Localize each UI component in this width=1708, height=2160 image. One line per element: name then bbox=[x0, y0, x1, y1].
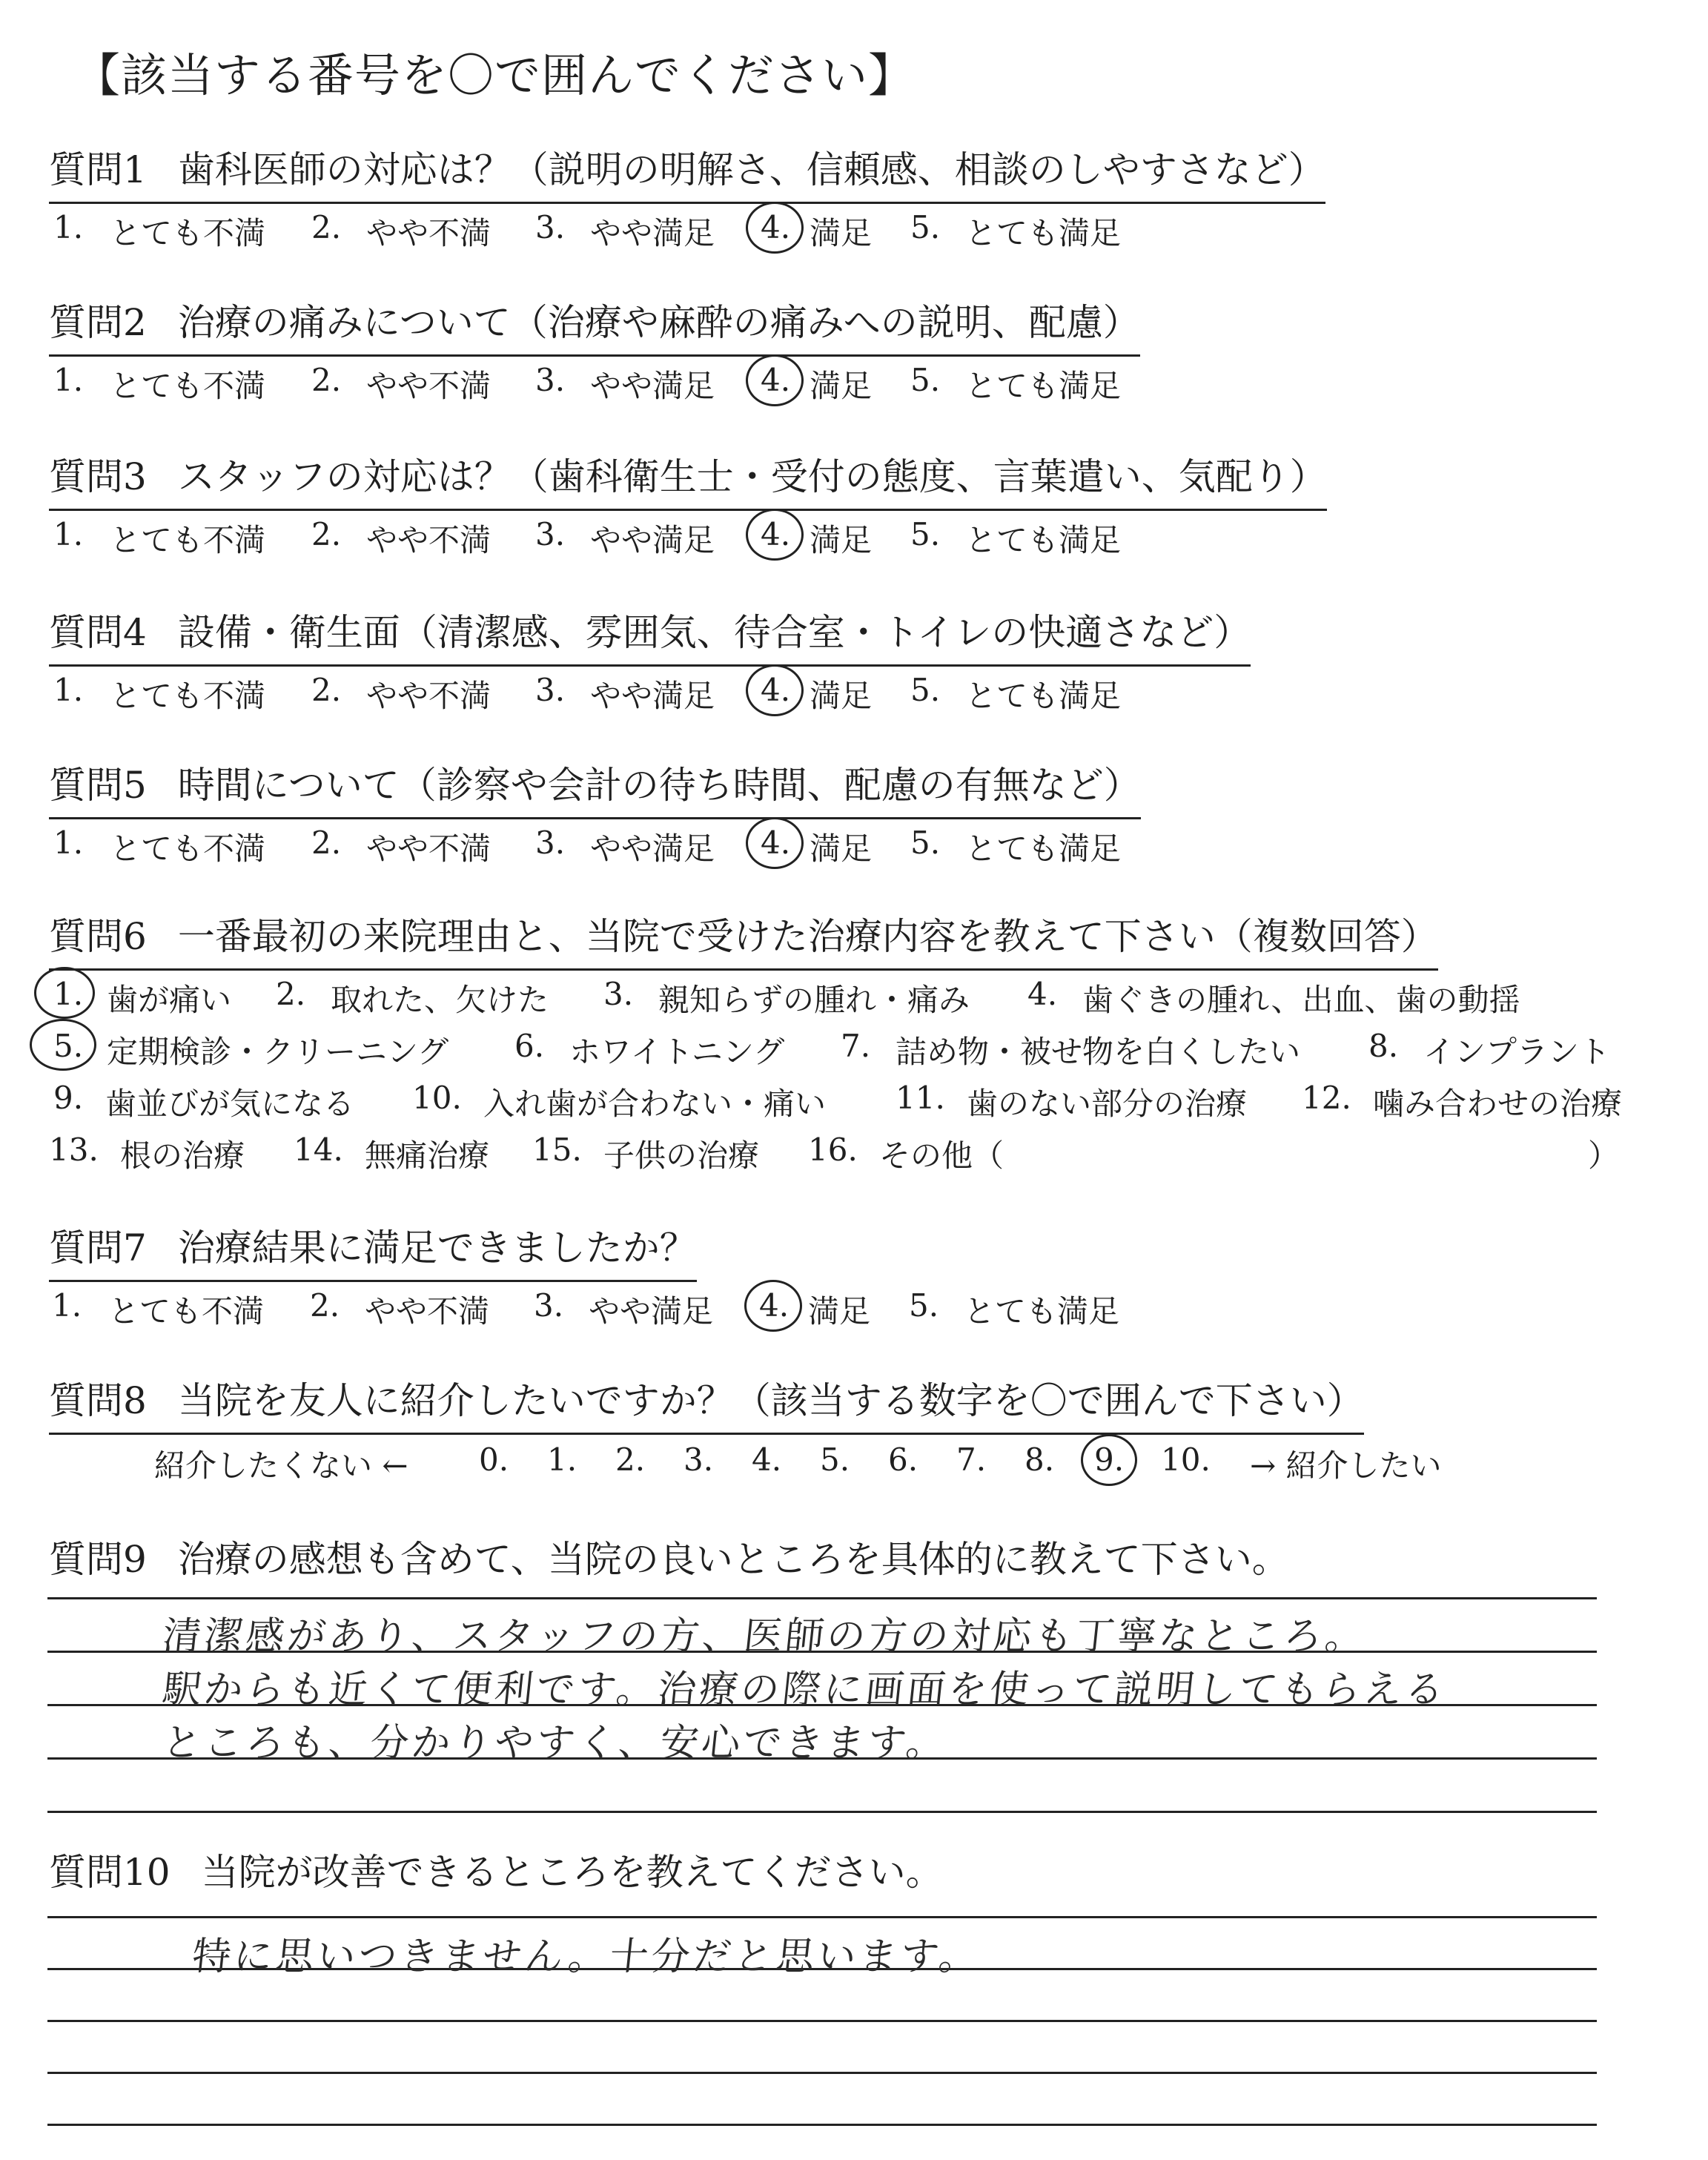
question-text: 治療結果に満足できましたか？ bbox=[177, 1226, 697, 1269]
answer-line bbox=[47, 1597, 1597, 1599]
question-title bbox=[49, 142, 1325, 204]
option-num[interactable]: 5. bbox=[910, 362, 941, 398]
option-label: やや不満 bbox=[365, 1293, 490, 1330]
option-label: 親知らずの腫れ・痛み bbox=[658, 982, 970, 1018]
selection-circle bbox=[746, 202, 804, 254]
option-num[interactable]: 2. bbox=[311, 362, 342, 398]
option-num[interactable]: 4. bbox=[1027, 976, 1058, 1012]
option-num[interactable]: 12. bbox=[1302, 1080, 1351, 1116]
option-num[interactable]: 5. bbox=[909, 1287, 939, 1324]
other-label: その他（ bbox=[879, 1137, 1004, 1174]
scale-option[interactable]: 1. bbox=[547, 1441, 577, 1478]
option-label: 子供の治療 bbox=[603, 1137, 760, 1174]
question-number: 質問3 bbox=[49, 455, 147, 498]
option-label: やや満足 bbox=[590, 215, 715, 251]
question-text: スタッフの対応は？（歯科衛生士・受付の態度、言葉遣い、気配り） bbox=[177, 455, 1327, 498]
scale-option[interactable]: 6. bbox=[888, 1441, 918, 1478]
option-label: とても不満 bbox=[108, 1293, 265, 1330]
option-label: やや満足 bbox=[590, 368, 715, 404]
option-num[interactable]: 14. bbox=[294, 1132, 343, 1168]
option-num-selected[interactable]: 4. bbox=[761, 672, 791, 708]
question-number: 質問9 bbox=[49, 1538, 147, 1581]
selection-circle bbox=[1081, 1434, 1137, 1486]
other-close-paren: ） bbox=[1588, 1137, 1620, 1174]
option-num[interactable]: 8. bbox=[1368, 1028, 1399, 1064]
option-num[interactable]: 1. bbox=[53, 362, 84, 398]
question-number: 質問6 bbox=[49, 915, 147, 958]
handwritten-answer: 特に思いつきません。十分だと思います。 bbox=[190, 1935, 983, 1979]
handwritten-answer: ところも、分かりやすく、安心できます。 bbox=[160, 1721, 950, 1766]
question-title bbox=[49, 758, 1141, 819]
question-5 bbox=[49, 758, 1141, 867]
question-1 bbox=[49, 142, 1325, 251]
option-num[interactable]: 1. bbox=[53, 209, 84, 245]
question-text: 治療の感想も含めて、当院の良いところを具体的に教えて下さい。 bbox=[177, 1538, 1289, 1581]
option-label: 無痛治療 bbox=[365, 1137, 490, 1174]
option-label: 歯並びが気になる bbox=[105, 1086, 355, 1122]
option-num[interactable]: 1. bbox=[53, 672, 84, 708]
option-label: やや満足 bbox=[590, 830, 715, 867]
option-num[interactable]: 1. bbox=[53, 825, 84, 861]
scale-option[interactable]: 8. bbox=[1025, 1441, 1055, 1478]
option-num[interactable]: 3. bbox=[534, 1287, 564, 1324]
answer-line bbox=[47, 2072, 1597, 2074]
option-num[interactable]: 6. bbox=[514, 1028, 545, 1064]
question-text: 当院が改善できるところを教えてください。 bbox=[201, 1851, 943, 1894]
option-num[interactable]: 9. bbox=[53, 1080, 84, 1116]
page-title: 【該当する番号を〇で囲んでください】 bbox=[74, 48, 916, 102]
option-label: とても不満 bbox=[110, 678, 266, 714]
question-title bbox=[49, 449, 1327, 511]
answer-line bbox=[47, 2020, 1597, 2022]
option-label: 歯ぐきの腫れ、出血、歯の動揺 bbox=[1082, 982, 1520, 1018]
option-num[interactable]: 11. bbox=[896, 1080, 945, 1116]
option-num[interactable]: 2. bbox=[311, 672, 342, 708]
selection-circle bbox=[744, 1280, 802, 1332]
question-number: 質問7 bbox=[49, 1226, 147, 1269]
option-num[interactable]: 5. bbox=[910, 516, 941, 552]
question-text: 治療の痛みについて（治療や麻酔の痛みへの説明、配慮） bbox=[177, 301, 1140, 344]
option-num-selected[interactable]: 4. bbox=[761, 825, 791, 861]
option-num-selected[interactable]: 4. bbox=[761, 516, 791, 552]
question-number: 質問4 bbox=[49, 611, 147, 654]
scale-option[interactable]: 2. bbox=[615, 1441, 646, 1478]
question-10 bbox=[49, 1845, 943, 1900]
option-num[interactable]: 1. bbox=[52, 1287, 82, 1324]
answer-line bbox=[47, 1811, 1597, 1813]
option-num[interactable]: 2. bbox=[276, 976, 306, 1012]
option-num[interactable]: 5. bbox=[910, 825, 941, 861]
option-num[interactable]: 5. bbox=[910, 209, 941, 245]
question-text: 時間について（診察や会計の待ち時間、配慮の有無など） bbox=[177, 764, 1141, 807]
question-title bbox=[49, 605, 1251, 667]
answer-line bbox=[47, 1916, 1597, 1918]
option-num[interactable]: 3. bbox=[535, 672, 566, 708]
option-num[interactable]: 3. bbox=[535, 825, 566, 861]
scale-option[interactable]: 5. bbox=[820, 1441, 850, 1478]
option-label: とても満足 bbox=[965, 368, 1122, 404]
question-3 bbox=[49, 449, 1327, 558]
option-num[interactable]: 3. bbox=[535, 362, 566, 398]
option-num[interactable]: 3. bbox=[535, 516, 566, 552]
option-label: とても不満 bbox=[110, 215, 266, 251]
option-num[interactable]: 7. bbox=[841, 1028, 871, 1064]
question-title bbox=[49, 1373, 1364, 1435]
option-num-selected[interactable]: 1. bbox=[53, 976, 84, 1012]
selection-circle bbox=[746, 664, 804, 716]
option-label: 噛み合わせの治療 bbox=[1373, 1086, 1623, 1122]
option-label: 満足 bbox=[810, 678, 873, 714]
option-label: 歯のない部分の治療 bbox=[967, 1086, 1248, 1122]
option-label: やや不満 bbox=[366, 215, 491, 251]
question-number: 質問1 bbox=[49, 148, 147, 191]
option-num[interactable]: 5. bbox=[910, 672, 941, 708]
selection-circle bbox=[34, 967, 95, 1019]
option-label: とても不満 bbox=[110, 830, 266, 867]
option-label: やや不満 bbox=[366, 830, 491, 867]
option-label: とても満足 bbox=[965, 678, 1122, 714]
scale-left-label: 紹介したくない ← bbox=[154, 1447, 408, 1484]
option-label: 根の治療 bbox=[120, 1137, 245, 1174]
option-label: 入れ歯が合わない・痛い bbox=[483, 1086, 827, 1122]
question-text: 一番最初の来院理由と、当院で受けた治療内容を教えて下さい（複数回答） bbox=[177, 915, 1438, 958]
scale-option[interactable]: 3. bbox=[683, 1441, 714, 1478]
question-4 bbox=[49, 605, 1251, 714]
question-title bbox=[49, 1845, 943, 1900]
option-label: とても満足 bbox=[964, 1293, 1120, 1330]
scale-option[interactable]: 4. bbox=[752, 1441, 782, 1478]
option-num-selected[interactable]: 4. bbox=[759, 1287, 790, 1324]
option-label: 満足 bbox=[810, 368, 873, 404]
option-label: 詰め物・被せ物を白くしたい bbox=[896, 1034, 1301, 1070]
selection-circle bbox=[746, 817, 804, 869]
option-label: とても満足 bbox=[965, 215, 1122, 251]
answer-line bbox=[47, 2124, 1597, 2126]
question-text: 当院を友人に紹介したいですか？（該当する数字を〇で囲んで下さい） bbox=[177, 1379, 1364, 1422]
option-label: 満足 bbox=[808, 1293, 871, 1330]
scale-option[interactable]: 7. bbox=[956, 1441, 987, 1478]
option-label: やや不満 bbox=[366, 368, 491, 404]
question-title bbox=[49, 1532, 1289, 1587]
question-number: 質問10 bbox=[49, 1851, 171, 1894]
question-title bbox=[49, 909, 1438, 971]
option-num[interactable]: 10. bbox=[412, 1080, 462, 1116]
option-label: 取れた、欠けた bbox=[331, 982, 549, 1018]
option-label: やや不満 bbox=[366, 522, 491, 558]
option-num[interactable]: 2. bbox=[311, 825, 342, 861]
option-num[interactable]: 13. bbox=[49, 1132, 99, 1168]
option-num[interactable]: 1. bbox=[53, 516, 84, 552]
question-9 bbox=[49, 1532, 1289, 1587]
question-number: 質問8 bbox=[49, 1379, 147, 1422]
option-label: とても不満 bbox=[110, 522, 266, 558]
option-label: やや不満 bbox=[366, 678, 491, 714]
option-label: ホワイトニング bbox=[569, 1034, 785, 1070]
option-label: やや満足 bbox=[589, 1293, 714, 1330]
question-7 bbox=[49, 1221, 1120, 1330]
scale-option[interactable]: 0. bbox=[479, 1441, 509, 1478]
option-num[interactable]: 2. bbox=[311, 209, 342, 245]
question-text: 設備・衛生面（清潔感、雰囲気、待合室・トイレの快適さなど） bbox=[177, 611, 1251, 654]
option-num[interactable]: 16. bbox=[808, 1132, 858, 1168]
option-num[interactable]: 15. bbox=[532, 1132, 582, 1168]
option-label: 定期検診・クリーニング bbox=[107, 1034, 449, 1070]
option-label: インプラント bbox=[1423, 1034, 1611, 1070]
option-num-selected[interactable]: 4. bbox=[761, 209, 791, 245]
option-label: 満足 bbox=[810, 522, 873, 558]
option-label: とても満足 bbox=[965, 522, 1122, 558]
option-num[interactable]: 2. bbox=[310, 1287, 340, 1324]
selection-circle bbox=[746, 509, 804, 561]
question-number: 質問2 bbox=[49, 301, 147, 344]
selection-circle bbox=[30, 1019, 96, 1071]
scale-option-selected[interactable]: 9. bbox=[1094, 1441, 1125, 1478]
question-title bbox=[49, 295, 1140, 357]
handwritten-answer: 清潔感があり、スタッフの方、医師の方の対応も丁寧なところ。 bbox=[160, 1614, 1369, 1659]
option-num[interactable]: 3. bbox=[535, 209, 566, 245]
question-text: 歯科医師の対応は？（説明の明解さ、信頼感、相談のしやすさなど） bbox=[177, 148, 1325, 191]
option-num-selected[interactable]: 4. bbox=[761, 362, 791, 398]
option-label: 満足 bbox=[810, 215, 873, 251]
option-num-selected[interactable]: 5. bbox=[53, 1028, 84, 1064]
option-num[interactable]: 2. bbox=[311, 516, 342, 552]
scale-option[interactable]: 10. bbox=[1161, 1441, 1211, 1478]
handwritten-answer: 駅からも近くて便利です。治療の際に画面を使って説明してもらえる bbox=[160, 1668, 1449, 1712]
question-6 bbox=[49, 909, 1623, 1174]
option-label: 満足 bbox=[810, 830, 873, 867]
selection-circle bbox=[746, 354, 804, 406]
option-num[interactable]: 3. bbox=[603, 976, 634, 1012]
question-2 bbox=[49, 295, 1140, 404]
option-label: 歯が痛い bbox=[107, 982, 232, 1018]
option-label: やや満足 bbox=[590, 522, 715, 558]
option-label: やや満足 bbox=[590, 678, 715, 714]
question-8 bbox=[49, 1373, 1442, 1484]
question-number: 質問5 bbox=[49, 764, 147, 807]
option-label: とても不満 bbox=[110, 368, 266, 404]
question-title bbox=[49, 1221, 697, 1282]
scale-right-label: → 紹介したい bbox=[1250, 1447, 1442, 1484]
option-label: とても満足 bbox=[965, 830, 1122, 867]
